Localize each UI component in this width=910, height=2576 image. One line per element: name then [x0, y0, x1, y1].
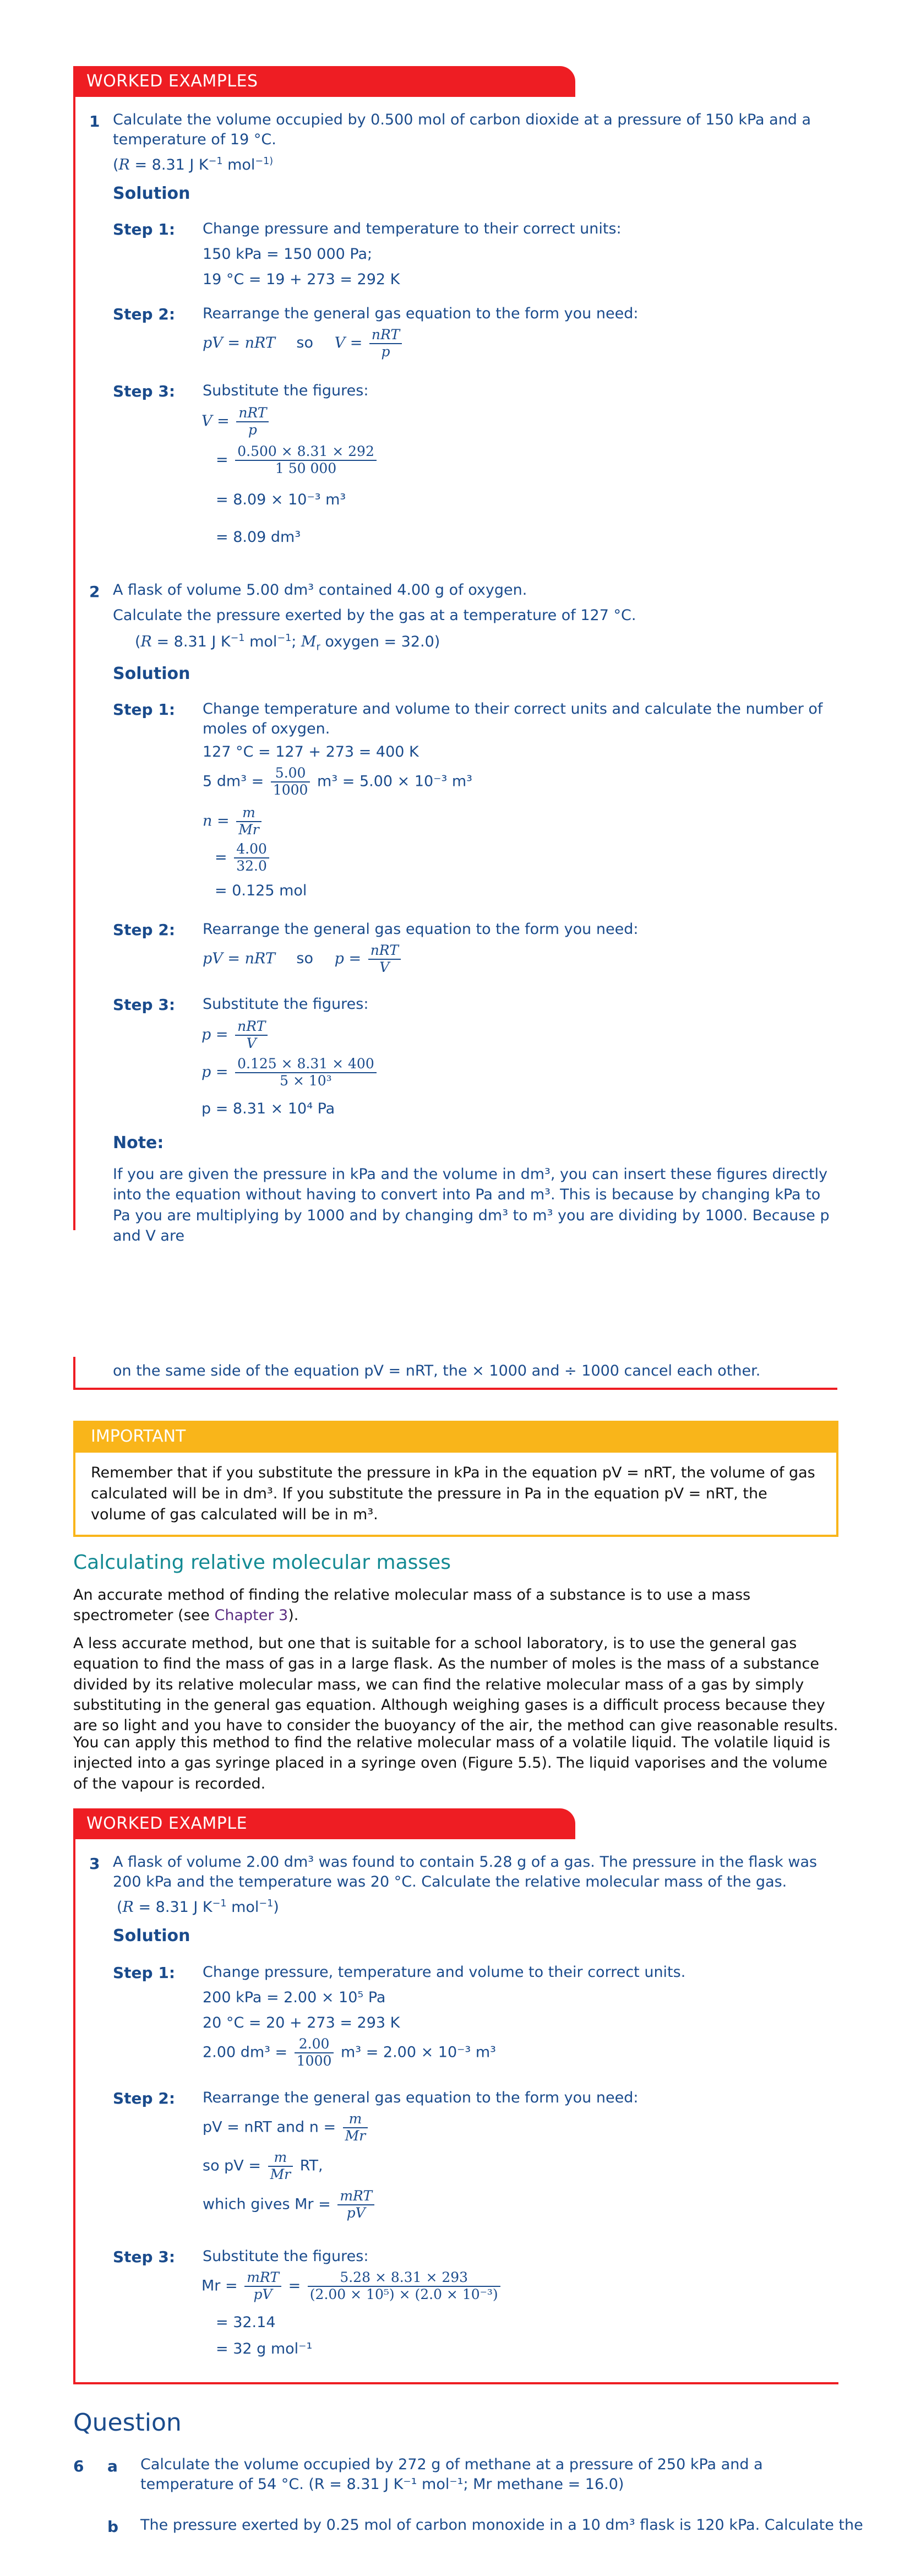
- fraction: $\frac{\text{mRT}}{pV}$: [337, 2188, 374, 2221]
- example-3-step-1-line-2: 20 °C = 20 + 273 = 293 K: [203, 2014, 400, 2031]
- important-title: IMPORTANT: [91, 1426, 186, 1446]
- example-3-step-1-label: Step 1:: [113, 1964, 176, 1982]
- example-number-1: 1: [89, 112, 100, 131]
- fraction: $\frac{\text{nRT}}{V}$: [235, 1019, 268, 1052]
- example-1-step-3-label: Step 3:: [113, 382, 176, 400]
- example-2-step-3-p1: p = $\frac{\text{nRT}}{V}$: [201, 1019, 270, 1052]
- eq-right: V =: [334, 334, 363, 352]
- fraction: $\frac{\text{mRT}}{pV}$: [244, 2270, 281, 2303]
- example-3-step-1-volume: 2.00 dm³ = $\frac{2.00}{1000}$ m³ = 2.00 × 10⁻³ m³: [203, 2036, 496, 2069]
- note-heading: Note:: [113, 1133, 164, 1153]
- example-3-step-3-label: Step 3:: [113, 2248, 176, 2266]
- example-2-step-1-sub: = $\frac{4.00}{32.0}$: [215, 841, 271, 874]
- question-part-a-label: a: [107, 2457, 118, 2475]
- question-part-a-text: Calculate the volume occupied by 272 g of methane at a pressure of 250 kPa and a temperature of 54 °C. (R = 8.31 J K⁻¹ mol⁻¹; Mr methane = 16.0): [140, 2456, 763, 2493]
- worked-examples-left-border-cont: [73, 1357, 75, 1389]
- example-2-step-1-line-1: 127 °C = 127 + 273 = 400 K: [203, 743, 419, 760]
- example-2-step-3-desc: Substitute the figures:: [203, 996, 369, 1013]
- example-2-step-1-result: = 0.125 mol: [215, 882, 307, 899]
- fraction: $\frac{m}{Mr}$: [268, 2150, 293, 2183]
- fraction: $\frac{m}{Mr}$: [343, 2111, 368, 2144]
- worked-examples-title: WORKED EXAMPLES: [86, 71, 258, 91]
- example-number-3: 3: [89, 1855, 100, 1873]
- example-3-result-2: = 32 g mol⁻¹: [216, 2340, 313, 2357]
- example-3-given: (R = 8.31 J $K^{-1}$ mol$^{-1}$): [117, 1898, 279, 1916]
- example-2-step-3-label: Step 3:: [113, 996, 176, 1014]
- worked-examples-bottom-border: [73, 1388, 837, 1390]
- fraction: $\frac{0.125 \times 8.31 \times 400}{\text{5 × 10³}}$: [235, 1056, 377, 1089]
- example-1-step-1-line-1: 150 kPa = 150 000 Pa;: [203, 246, 373, 263]
- question-part-b-text: The pressure exerted by 0.25 mol of carbon monoxide in a 10 dm³ flask is 120 kPa. Calculate the: [140, 2517, 863, 2534]
- question-part-b-label: b: [107, 2518, 119, 2536]
- example-1-solution-heading: Solution: [113, 184, 190, 203]
- fraction: $\frac{\text{nRT}}{p}$: [369, 327, 402, 360]
- example-1-result-m3: = 8.09 × 10⁻³ m³: [216, 491, 346, 508]
- example-2-step-1-volume: 5 dm³ = $\frac{5.00}{1000}$ m³ = 5.00 × 10⁻³ m³: [203, 765, 473, 798]
- note-continuation: on the same side of the equation pV = nRT, the × 1000 and ÷ 1000 cancel each other.: [113, 1362, 761, 1379]
- example-2-step-3-p2: p = $\frac{0.125 \times 8.31 \times 400}{\text{5 × 10³}}$: [201, 1056, 379, 1089]
- fraction: $\frac{0.500 \times 8.31 \times 292}{1 50 000}$: [235, 444, 377, 477]
- worked-example-left-border: [73, 1839, 75, 2384]
- example-1-question: Calculate the volume occupied by 0.500 mol of carbon dioxide at a pressure of 150 kPa and a temperature of 19 °C.: [113, 111, 811, 149]
- example-1-step-1-line-2: 19 °C = 19 + 273 = 292 K: [203, 271, 400, 288]
- eq-left: pV = nRT: [203, 334, 275, 352]
- example-3-step-2-label: Step 2:: [113, 2089, 176, 2107]
- fraction: $\frac{2.00}{1000}$: [295, 2036, 334, 2069]
- example-3-solution-heading: Solution: [113, 1926, 190, 1945]
- example-2-step-2-label: Step 2:: [113, 921, 176, 939]
- example-3-step-2-line-2: so pV = $\frac{m}{Mr}$ RT,: [203, 2149, 323, 2182]
- fraction: $\frac{5.00}{1000}$: [271, 765, 310, 798]
- example-3-step-2-desc: Rearrange the general gas equation to the form you need:: [203, 2089, 639, 2106]
- important-text: Remember that if you substitute the pressure in kPa in the equation pV = nRT, the volume of gas calculated will be in dm³. If you substitute the pressure in Pa in the equation pV = nRT, the volume of gas calculated will be in m³.: [73, 1453, 838, 1537]
- example-2-step-1-desc: Change temperature and volume to their correct units and calculate the number of moles of oxygen.: [203, 700, 823, 738]
- paragraph-2: A less accurate method, but one that is suitable for a school laboratory, is to use the general gas equation to find the mass of gas in a large flask. As the number of moles is the mass of a substance divided by its relative molecular mass, we can find the relative molecular mass of a gas by simply substituting in the general gas equation. Although weighing gases is a difficult process because they are so light and you have to consider the buoyancy of the air, the method can give reasonable results.: [73, 1635, 838, 1734]
- worked-examples-header: [73, 66, 575, 97]
- example-2-step-3-result: p = 8.31 × 10⁴ Pa: [201, 1100, 335, 1117]
- example-2-step-2-equation: pV = nRT so p = $\frac{\text{nRT}}{V}$: [203, 943, 403, 976]
- example-3-step-2-line-3: which gives Mr = $\frac{\text{mRT}}{pV}$: [203, 2188, 377, 2221]
- section-heading: Calculating relative molecular masses: [73, 1551, 451, 1574]
- example-3-step-1-desc: Change pressure, temperature and volume to their correct units.: [203, 1964, 686, 1981]
- example-1-step-2-label: Step 2:: [113, 305, 176, 323]
- fraction: $\frac{\text{nRT}}{V}$: [368, 943, 401, 976]
- example-1-step-3-sub: = $\frac{0.500 \times 8.31 \times 292}{1 50 000}$: [216, 444, 379, 477]
- example-1-step-2-desc: Rearrange the general gas equation to the form you need:: [203, 305, 639, 322]
- example-3-result-1: = 32.14: [216, 2314, 276, 2331]
- example-1-result-dm3: = 8.09 dm³: [216, 529, 301, 546]
- example-1-step-2-equation: [203, 327, 404, 360]
- question-heading: Question: [73, 2409, 182, 2437]
- fraction: $\frac{5.28 \times 8.31 \times 293}{\text{(2.00 × 10⁵) × (2.0 × 10⁻³)}}$: [308, 2270, 500, 2303]
- important-header: [73, 1421, 838, 1453]
- example-3-step-3-desc: Substitute the figures:: [203, 2248, 369, 2265]
- example-1-step-1-label: Step 1:: [113, 220, 176, 238]
- example-1-step-3-v: V = $\frac{\text{nRT}}{p}$: [201, 405, 271, 438]
- example-1-step-3-desc: Substitute the figures:: [203, 382, 369, 399]
- chapter-3-link[interactable]: Chapter 3: [214, 1607, 288, 1624]
- important-box: [73, 1421, 838, 1537]
- example-1-step-1-desc: Change pressure and temperature to their correct units:: [203, 220, 622, 237]
- paragraph-1: An accurate method of finding the relative molecular mass of a substance is to use a mass spectrometer (see Chapter 3).: [73, 1586, 751, 1624]
- worked-example-title: WORKED EXAMPLE: [86, 1813, 248, 1833]
- example-2-step-1-n: n = $\frac{m}{Mr}$: [203, 805, 264, 838]
- example-2-solution-heading: Solution: [113, 664, 190, 683]
- worked-examples-left-border: [73, 97, 75, 1230]
- fraction: $\frac{m}{Mr}$: [236, 805, 261, 838]
- example-number-2: 2: [89, 583, 100, 601]
- example-2-given: (R = 8.31 J $K^{-1}$ mol$^{-1}$; $M_r$ oxygen = 32.0): [135, 633, 440, 653]
- note-text: If you are given the pressure in kPa and the volume in dm³, you can insert these figures directly into the equation without having to convert into Pa and m³. This is because by changing kPa to Pa you are multiplying by 1000 and by changing dm³ to m³ you are dividing by 1000. Because p and V are: [113, 1166, 830, 1244]
- example-3-step-1-line-1: 200 kPa = 2.00 × 10⁵ Pa: [203, 1989, 386, 2006]
- example-3-question: A flask of volume 2.00 dm³ was found to contain 5.28 g of a gas. The pressure in the flask was 200 kPa and the temperature was 20 °C. Calculate the relative molecular mass of the gas.: [113, 1854, 818, 1891]
- example-3-step-2-line-1: pV = nRT and n = $\frac{m}{Mr}$: [203, 2111, 370, 2144]
- fraction: $\frac{4.00}{32.0}$: [234, 841, 269, 874]
- worked-example-header: [73, 1808, 575, 1839]
- example-2-step-2-desc: Rearrange the general gas equation to the form you need:: [203, 921, 639, 938]
- example-2-line-2: Calculate the pressure exerted by the gas at a temperature of 127 °C.: [113, 607, 636, 624]
- fraction: $\frac{\text{nRT}}{p}$: [236, 405, 269, 438]
- question-number-6: 6: [73, 2457, 84, 2475]
- paragraph-3: You can apply this method to find the relative molecular mass of a volatile liquid. The volatile liquid is injected into a gas syringe placed in a syringe oven (Figure 5.5). The liquid vaporises and the volume of the vapour is recorded.: [73, 1734, 831, 1792]
- eq-so: so: [296, 334, 314, 352]
- example-1-given: (R = 8.31 J $K^{-1}$ mol$^{-1)}$: [113, 156, 274, 173]
- example-3-step-3-mr: Mr = $\frac{\text{mRT}}{pV}$ = $\frac{5.28 \times 8.31 \times 293}{\text{(2.00 × 10⁵) × (2.0 × 10⁻³)}}$: [201, 2270, 503, 2303]
- worked-example-bottom-border: [73, 2382, 838, 2384]
- example-2-step-1-label: Step 1:: [113, 700, 176, 719]
- example-2-line-1: A flask of volume 5.00 dm³ contained 4.00 g of oxygen.: [113, 581, 527, 599]
